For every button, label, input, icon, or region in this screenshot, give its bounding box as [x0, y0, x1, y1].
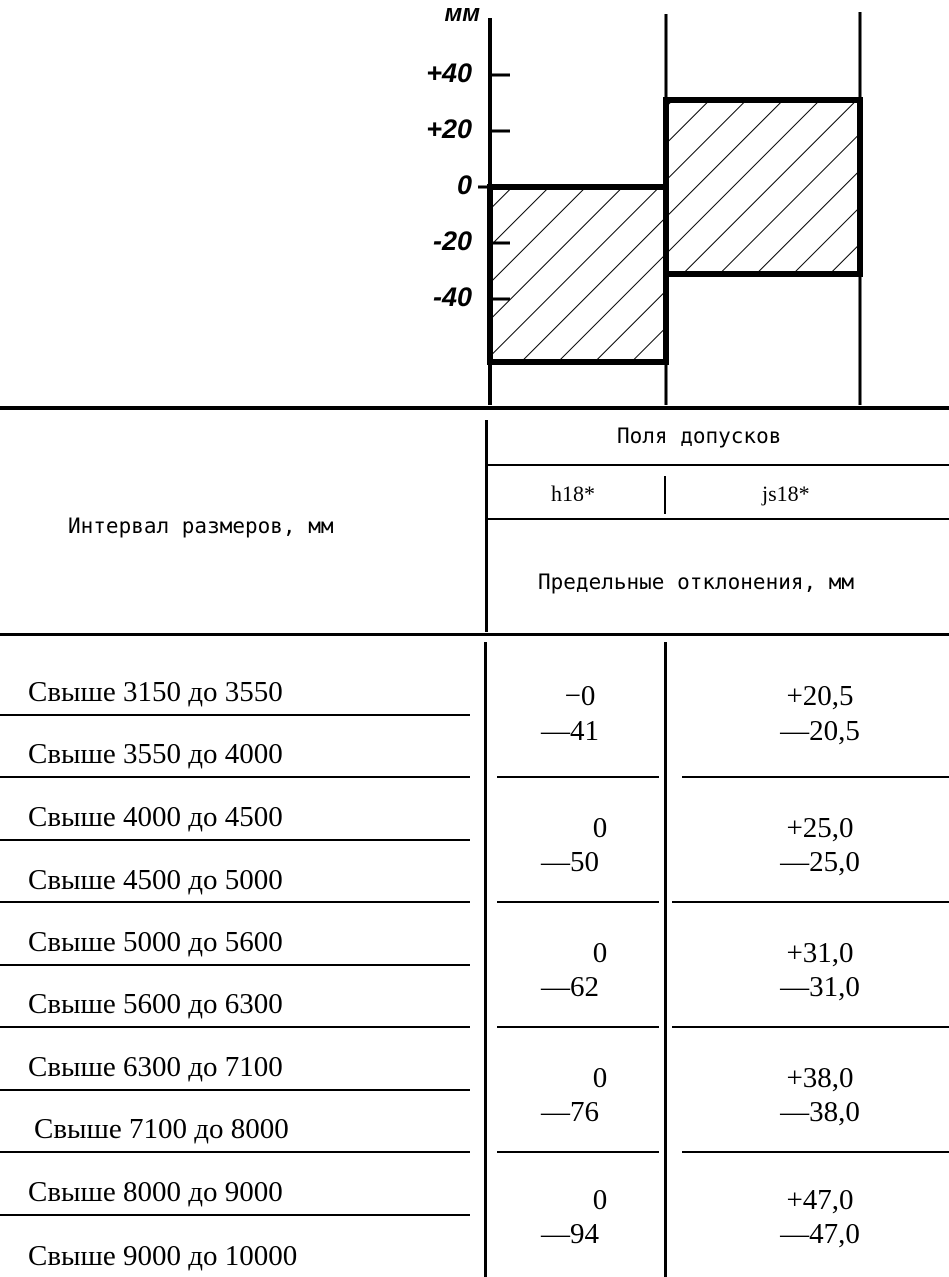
tick-label: +40 — [426, 58, 472, 88]
header-rule — [488, 464, 949, 466]
h18-lower-deviation: —76 — [541, 1096, 599, 1128]
header-rule — [488, 518, 949, 520]
column-header-h18: h18* — [551, 481, 595, 506]
row-rule — [0, 901, 470, 903]
h18-lower-deviation: —62 — [541, 971, 599, 1003]
h18-upper-deviation: 0 — [592, 937, 608, 969]
js18-field — [666, 100, 860, 274]
table-row-label: Свыше 6300 до 7100 — [28, 1051, 283, 1083]
table-row-label: Свыше 8000 до 9000 — [28, 1176, 283, 1208]
h18-lower-deviation: —94 — [541, 1218, 599, 1250]
column-header-js18: js18* — [762, 481, 810, 506]
tick-label: +20 — [426, 114, 472, 144]
axis-unit-label: мм — [444, 0, 480, 27]
js18-upper-deviation: +38,0 — [786, 1062, 854, 1094]
h18-upper-deviation: 0 — [592, 1062, 608, 1094]
table-row-label: Свыше 5600 до 6300 — [28, 988, 283, 1020]
column-header-interval: Интервал размеров, мм — [68, 514, 334, 538]
row-rule — [0, 839, 470, 841]
header-bottom-rule — [0, 633, 949, 636]
value-rule — [497, 901, 659, 903]
h18-upper-deviation: −0 — [564, 680, 596, 712]
tolerance-field-diagram — [0, 0, 949, 410]
js18-lower-deviation: —31,0 — [780, 971, 860, 1003]
table-row-label: Свыше 3550 до 4000 — [28, 738, 283, 770]
js18-lower-deviation: —25,0 — [780, 846, 860, 878]
value-rule — [672, 1026, 949, 1028]
value-rule — [682, 776, 949, 778]
value-rule — [672, 901, 949, 903]
table-column-divider — [485, 420, 488, 632]
row-rule — [0, 1026, 470, 1028]
js18-upper-deviation: +31,0 — [786, 937, 854, 969]
row-rule — [0, 1151, 470, 1153]
value-rule — [497, 1151, 659, 1153]
tick-label: -20 — [432, 226, 472, 256]
table-row-label: Свыше 7100 до 8000 — [34, 1113, 289, 1145]
value-rule — [497, 1026, 659, 1028]
h18-upper-deviation: 0 — [592, 1184, 608, 1216]
h18-lower-deviation: —50 — [541, 846, 599, 878]
h18-upper-deviation: 0 — [592, 812, 608, 844]
tick-label: 0 — [456, 170, 472, 200]
table-row-label: Свыше 3150 до 3550 — [28, 676, 283, 708]
row-rule — [0, 1089, 470, 1091]
h18-lower-deviation: —41 — [541, 715, 599, 747]
js18-upper-deviation: +20,5 — [786, 680, 854, 712]
header-subcolumn-divider — [664, 476, 666, 514]
row-rule — [0, 964, 470, 966]
row-rule — [0, 776, 470, 778]
body-column-divider — [484, 642, 487, 1277]
js18-lower-deviation: —47,0 — [780, 1218, 860, 1250]
table-row-label: Свыше 5000 до 5600 — [28, 926, 283, 958]
js18-upper-deviation: +25,0 — [786, 812, 854, 844]
group-header-tolerance-fields: Поля допусков — [617, 424, 782, 448]
table-row-label: Свыше 9000 до 10000 — [28, 1240, 298, 1272]
sub-header-limit-deviations: Предельные отклонения, мм — [538, 570, 855, 594]
js18-lower-deviation: —38,0 — [780, 1096, 860, 1128]
row-rule — [0, 1214, 470, 1216]
js18-lower-deviation: —20,5 — [780, 715, 860, 747]
h18-field — [490, 187, 666, 362]
value-rule — [682, 1151, 949, 1153]
body-column-divider — [664, 642, 667, 1277]
table-top-rule — [0, 406, 949, 410]
table-row-label: Свыше 4000 до 4500 — [28, 801, 283, 833]
tick-label: -40 — [432, 282, 472, 312]
value-rule — [497, 776, 659, 778]
table-row-label: Свыше 4500 до 5000 — [28, 864, 283, 896]
js18-upper-deviation: +47,0 — [786, 1184, 854, 1216]
row-rule — [0, 714, 470, 716]
